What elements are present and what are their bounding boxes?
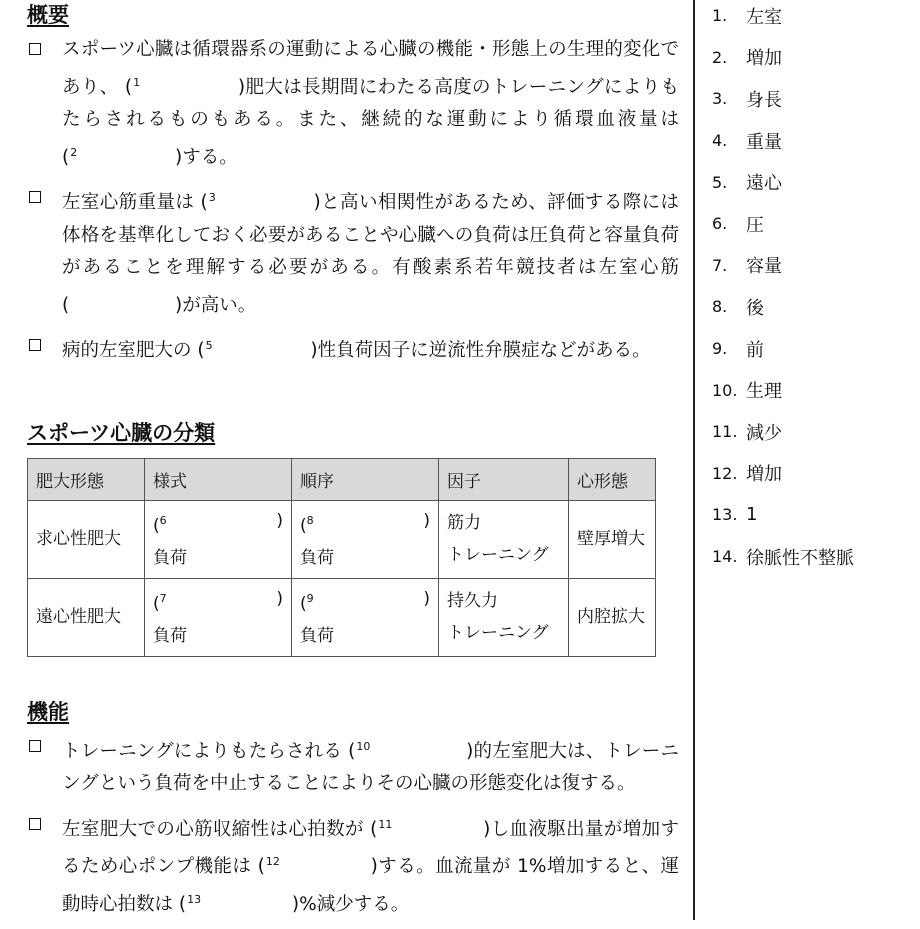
overview-item-2 <box>27 182 679 322</box>
table-header-row <box>28 458 656 500</box>
section-title-function: 機能 <box>27 699 69 724</box>
answer-item <box>712 453 912 495</box>
answer-number: 3. <box>712 89 728 109</box>
cell-factor <box>439 500 569 578</box>
answer-number: 14. <box>712 547 738 567</box>
item-text: スポーツ心臓は循環器系の運動による心臓の機能・形態上の生理的変化であり、 <box>62 39 679 98</box>
item-text: 病的左室肥大の <box>62 340 192 361</box>
answer-item <box>712 494 912 536</box>
blank-close: ) <box>291 893 300 915</box>
item-text: トレーニングによりもたらされる <box>62 740 343 762</box>
item-text: 性負荷因子に逆流性弁膜症などがある。 <box>317 340 651 361</box>
blank-number: 11 <box>378 817 393 831</box>
answer-item <box>712 203 912 245</box>
answer-number: 13. <box>712 505 738 525</box>
answer-text: 容量 <box>746 256 782 278</box>
blank-number: 9 <box>306 591 314 605</box>
answer-text: 重量 <box>746 131 782 153</box>
answer-number: 6. <box>712 214 728 234</box>
blank-field[interactable]: ($^3$ <box>200 191 216 213</box>
blank-number: 7 <box>159 591 167 605</box>
cell-form: 遠心性肥大 <box>28 578 145 656</box>
blank-number: 6 <box>159 513 167 527</box>
blank-close: ) <box>237 76 246 98</box>
column-header: 心形態 <box>569 458 656 500</box>
blank-field[interactable]: ($^5$ <box>197 339 213 361</box>
answer-item <box>712 37 912 79</box>
blank-close: ) <box>310 340 318 361</box>
factor-line: 持久力 <box>447 591 498 611</box>
blank-close: ) <box>175 146 183 168</box>
blank-number: 13 <box>187 892 202 906</box>
answer-number: 7. <box>712 255 728 275</box>
answer-number: 11. <box>712 422 738 442</box>
blank-number: 12 <box>265 855 280 868</box>
factor-line: トレーニング <box>447 623 549 643</box>
answer-text: 増加 <box>746 48 782 70</box>
column-header: 順序 <box>292 458 439 500</box>
classification-table <box>27 458 656 657</box>
answer-item <box>712 78 912 120</box>
blank-close: ) <box>313 192 321 213</box>
answer-item <box>712 0 912 37</box>
function-item-2 <box>27 809 679 922</box>
blank-field[interactable]: ($^{13}$ <box>178 892 202 915</box>
table-row <box>28 500 656 578</box>
answer-list <box>712 0 912 577</box>
item-text: %減少する。 <box>299 893 410 915</box>
blank-number: 5 <box>205 339 213 352</box>
cell-suffix: 負荷 <box>300 547 334 568</box>
item-text: 肥大は長期間にわたる高度のトレーニングによりもたらされるものもある。また、継続的な運動により循環血液量は <box>62 76 679 130</box>
answer-number: 1. <box>712 6 728 26</box>
cell-form: 求心性肥大 <box>28 500 145 578</box>
table-row <box>28 578 656 656</box>
answer-number: 4. <box>712 131 728 151</box>
section-title-classification: スポーツ心臓の分類 <box>27 420 216 445</box>
column-header: 肥大形態 <box>28 458 145 500</box>
answer-item <box>712 411 912 453</box>
checkbox[interactable] <box>29 43 41 55</box>
item-text: 的左室肥大は、トレーニングという負荷を中止することによりその心臓の形態変化は復する。 <box>62 740 679 794</box>
answer-item <box>712 536 912 578</box>
answer-number: 12. <box>712 463 738 483</box>
overview-item-3 <box>27 330 679 368</box>
cell-shape: 壁厚増大 <box>569 500 656 578</box>
cell-order <box>292 500 439 578</box>
item-text: する。血流量が 1%増加すると、運動時心拍数は <box>62 856 679 915</box>
answer-number: 2. <box>712 47 728 67</box>
answer-text: 左室 <box>746 6 782 28</box>
answer-item <box>712 161 912 203</box>
cell-shape: 内腔拡大 <box>569 578 656 656</box>
answer-number: 10. <box>712 380 738 400</box>
blank-field[interactable]: ($^{11}$ <box>370 817 393 840</box>
answer-number: 8. <box>712 297 728 317</box>
blank-field[interactable]: ($^8$ ) <box>300 510 430 536</box>
checkbox[interactable] <box>29 740 41 752</box>
column-header: 因子 <box>439 458 569 500</box>
answer-number: 9. <box>712 339 728 359</box>
blank-field[interactable]: ( <box>62 294 70 316</box>
answer-item <box>712 328 912 370</box>
answer-text: 生理 <box>746 381 782 403</box>
answer-text: 遠心 <box>746 173 782 195</box>
answer-text: 圧 <box>746 214 764 236</box>
answer-item <box>712 286 912 328</box>
checkbox[interactable] <box>29 339 41 351</box>
overview-item-1 <box>27 34 679 174</box>
factor-line: トレーニング <box>447 545 549 565</box>
column-divider <box>693 0 695 920</box>
cell-order <box>292 578 439 656</box>
item-text: が高い。 <box>182 294 257 316</box>
cell-suffix: 負荷 <box>153 547 187 568</box>
blank-field[interactable]: ($^1$ <box>124 75 141 98</box>
checkbox[interactable] <box>29 191 41 203</box>
blank-number: 8 <box>306 513 314 527</box>
blank-number: 2 <box>70 145 78 159</box>
blank-number: 3 <box>208 191 216 204</box>
blank-field[interactable]: ($^9$ ) <box>300 588 430 614</box>
answer-text: 身長 <box>746 89 782 111</box>
function-item-1 <box>27 731 679 801</box>
cell-suffix: 負荷 <box>153 625 187 646</box>
blank-close: ) <box>175 294 183 316</box>
blank-number: 1 <box>133 75 141 89</box>
cell-suffix: 負荷 <box>300 625 334 646</box>
cell-style <box>145 578 292 656</box>
item-text: 左室肥大での心筋収縮性は心拍数が <box>62 818 364 840</box>
answer-number: 5. <box>712 172 728 192</box>
answer-text: 徐脈性不整脈 <box>746 547 854 569</box>
item-text: し血液駆出量が増加するため心ポンプ機能は <box>62 818 679 877</box>
blank-field[interactable]: ($^{10}$ <box>348 739 371 762</box>
answer-text: 後 <box>746 297 764 319</box>
item-text: と高い相関性があるため、評価する際には体格を基準化しておく必要があることや心臓への負荷は圧負荷と容量負荷があることを理解する必要がある。有酸素系若年競技者は左室心筋 <box>62 192 679 278</box>
blank-field[interactable]: ($^2$ <box>62 145 78 168</box>
blank-close: ) <box>483 818 491 840</box>
blank-field[interactable]: ($^6$ ) <box>153 510 283 536</box>
blank-close: ) <box>466 740 474 762</box>
blank-number: 10 <box>356 739 371 753</box>
factor-line: 筋力 <box>447 513 481 533</box>
column-header: 様式 <box>145 458 292 500</box>
answer-item <box>712 245 912 287</box>
blank-field[interactable]: ($^{12}$ <box>257 855 280 877</box>
section-title-overview: 概要 <box>27 3 69 27</box>
answer-item <box>712 120 912 162</box>
answer-item <box>712 369 912 411</box>
blank-field[interactable]: ($^7$ ) <box>153 588 283 614</box>
answer-text: 増加 <box>746 464 782 486</box>
worksheet-main <box>27 0 679 929</box>
cell-style <box>145 500 292 578</box>
answer-text: 1 <box>746 504 758 526</box>
answer-text: 減少 <box>746 422 782 444</box>
answer-text: 前 <box>746 339 764 361</box>
cell-factor <box>439 578 569 656</box>
item-text: 左室心筋重量は <box>62 192 195 213</box>
checkbox[interactable] <box>29 818 41 830</box>
item-text: する。 <box>182 146 238 168</box>
blank-close: ) <box>370 856 378 877</box>
